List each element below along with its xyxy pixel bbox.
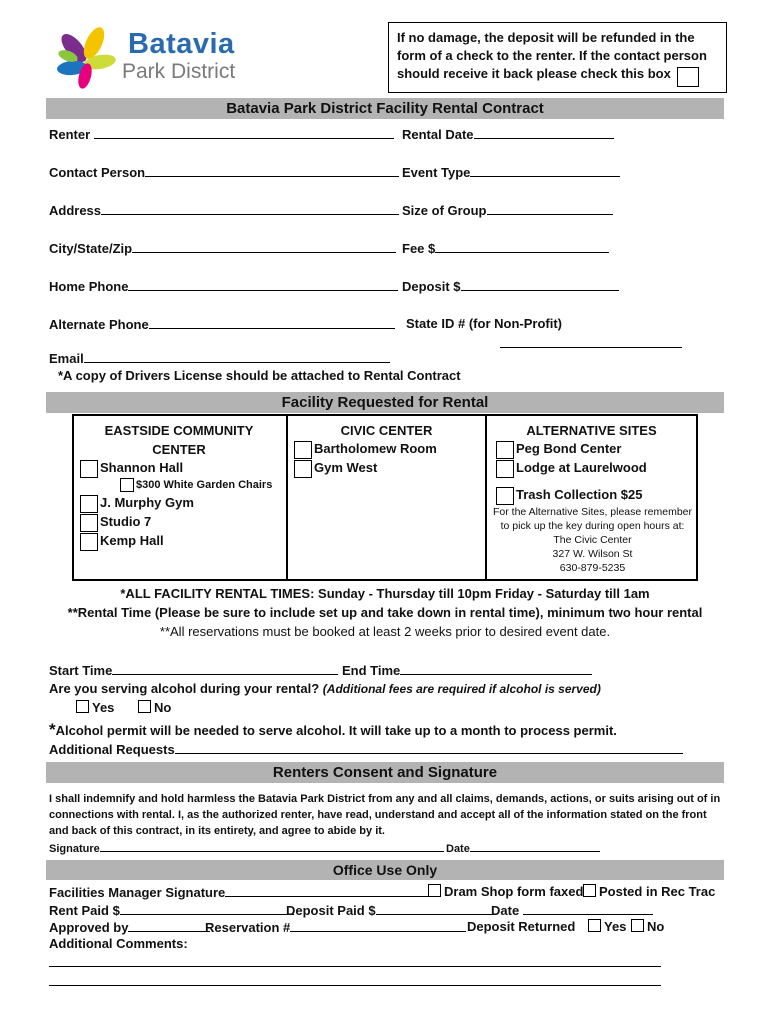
renter-label: Renter [49, 127, 91, 142]
alcohol-no-option[interactable] [138, 700, 171, 715]
alt-phone: 630-879-5235 [559, 562, 626, 574]
reservation-label: Reservation # [205, 920, 291, 935]
rental-times-line-2: **Rental Time (Please be sure to include set up and take down in rental time), minimum two hour rental [67, 605, 703, 620]
gym-west-option[interactable] [294, 459, 377, 477]
approved-by-label: Approved by [49, 920, 129, 935]
rent-paid-label: Rent Paid $ [49, 903, 120, 918]
additional-requests-label: Additional Requests [49, 742, 175, 757]
garden-chairs-option[interactable] [120, 476, 272, 494]
home-phone-field[interactable] [49, 278, 398, 294]
end-time-field[interactable] [342, 662, 592, 678]
consent-text-3: and back of this contract, in its entirety, and agree to abide by it. [49, 825, 385, 837]
comments-label: Additional Comments: [49, 936, 188, 951]
civic-heading: CIVIC CENTER [340, 423, 433, 438]
deposit-paid-label: Deposit Paid $ [286, 903, 376, 918]
end-time-label: End Time [342, 663, 401, 678]
garden-chairs-label: $300 White Garden Chairs [136, 479, 273, 491]
fm-signature-label: Facilities Manager Signature [49, 885, 226, 900]
murphy-gym-label: J. Murphy Gym [100, 495, 194, 510]
logo [52, 24, 262, 94]
fee-label: Fee $ [402, 241, 436, 256]
event-type-field[interactable] [402, 164, 620, 180]
kemp-hall-label: Kemp Hall [100, 533, 164, 548]
trash-option[interactable] [496, 486, 642, 504]
studio7-label: Studio 7 [100, 514, 152, 529]
deposit-returned-no[interactable] [631, 919, 664, 934]
license-note: *A copy of Drivers License should be attached to Rental Contract [58, 368, 461, 383]
office-date-label: Date [491, 903, 520, 918]
rental-times-line-1: *ALL FACILITY RENTAL TIMES: Sunday - Thursday till 10pm Friday - Saturday till 1am [120, 586, 650, 601]
deposit-returned-no-label: No [647, 919, 665, 934]
email-label: Email [49, 351, 84, 366]
rental-date-label: Rental Date [402, 127, 474, 142]
deposit-returned-yes-label: Yes [604, 919, 627, 934]
alternate-phone-label: Alternate Phone [49, 317, 149, 332]
alcohol-no-label: No [154, 700, 172, 715]
deposit-notice-text: If no damage, the deposit will be refunded in the form of a check to the renter. If the contact person should receive it back please check this box [397, 30, 707, 81]
peg-bond-label: Peg Bond Center [516, 441, 622, 456]
shannon-hall-label: Shannon Hall [100, 460, 184, 475]
alcohol-fee-note: (Additional fees are required if alcohol is served) [322, 682, 601, 696]
size-of-group-label: Size of Group [402, 203, 487, 218]
alcohol-permit-note: *Alcohol permit will be needed to serve alcohol. It will take up to a month to process permit. [49, 720, 617, 739]
consent-date-field[interactable] [446, 841, 600, 855]
contract-title: Batavia Park District Facility Rental Contract [46, 98, 724, 119]
kemp-hall-option[interactable] [80, 532, 164, 550]
fee-field[interactable] [402, 240, 609, 256]
alternative-heading: ALTERNATIVE SITES [526, 423, 657, 438]
state-id-label: State ID # (for Non-Profit) [406, 316, 562, 331]
alcohol-yes-option[interactable] [76, 700, 114, 715]
alt-note-1: For the Alternative Sites, please remember [492, 506, 692, 518]
consent-text-2: connections with rental. I, as the authorized renter, have read, understand and accept all of the information stated on the front [49, 809, 707, 821]
city-state-zip-label: City/State/Zip [49, 241, 133, 256]
lodge-option[interactable] [496, 459, 647, 477]
posted-rectrac-label: Posted in Rec Trac [599, 884, 716, 899]
trash-label: Trash Collection $25 [516, 487, 643, 502]
signature-label: Signature [49, 843, 100, 855]
address-label: Address [49, 203, 102, 218]
office-heading: Office Use Only [46, 860, 724, 880]
approved-by-field[interactable] [49, 919, 210, 935]
consent-heading: Renters Consent and Signature [46, 762, 724, 783]
start-time-label: Start Time [49, 663, 113, 678]
address-field[interactable] [49, 202, 399, 218]
gym-west-label: Gym West [314, 460, 378, 475]
consent-text-1: I shall indemnify and hold harmless the Batavia Park District from any and all claims, demands, actions, or suits arising out of in [49, 793, 721, 805]
rental-times-line-3: **All reservations must be booked at least 2 weeks prior to desired event date. [159, 624, 611, 639]
state-id-input-line[interactable] [500, 347, 682, 348]
reservation-field[interactable] [205, 919, 466, 935]
contact-person-label: Contact Person [49, 165, 146, 180]
email-field[interactable] [49, 350, 390, 366]
shannon-hall-option[interactable] [80, 459, 183, 477]
bartholomew-label: Bartholomew Room [314, 441, 437, 456]
alternate-phone-field[interactable] [49, 316, 395, 332]
murphy-gym-option[interactable] [80, 494, 194, 512]
logo-name: Batavia [128, 28, 235, 60]
logo-subtitle: Park District [122, 60, 236, 83]
alcohol-yes-label: Yes [92, 700, 115, 715]
rental-date-field[interactable] [402, 126, 614, 142]
alt-address-1: The Civic Center [553, 534, 632, 546]
contact-person-field[interactable] [49, 164, 399, 180]
city-state-zip-field[interactable] [49, 240, 396, 256]
alt-note-2: to pick up the key during open hours at: [500, 520, 685, 532]
eastside-heading-2: CENTER [152, 442, 206, 457]
consent-date-label: Date [446, 843, 470, 855]
facility-heading: Facility Requested for Rental [46, 392, 724, 413]
deposit-field[interactable] [402, 278, 619, 294]
comments-line-1[interactable] [49, 966, 661, 967]
additional-requests-field[interactable] [49, 741, 683, 757]
peg-bond-option[interactable] [496, 440, 621, 458]
home-phone-label: Home Phone [49, 279, 129, 294]
signature-field[interactable] [49, 841, 444, 855]
start-time-field[interactable] [49, 662, 338, 678]
studio7-option[interactable] [80, 513, 151, 531]
lodge-label: Lodge at Laurelwood [516, 460, 647, 475]
deposit-label: Deposit $ [402, 279, 461, 294]
deposit-paid-field[interactable] [286, 902, 496, 918]
office-date-field[interactable] [491, 902, 653, 918]
dram-shop-label: Dram Shop form faxed [444, 884, 584, 899]
alt-address-2: 327 W. Wilson St [552, 548, 633, 560]
bartholomew-option[interactable] [294, 440, 437, 458]
size-of-group-field[interactable] [402, 202, 613, 218]
deposit-returned-label: Deposit Returned [467, 919, 576, 934]
leaf-logo-icon [52, 24, 124, 90]
fm-signature-field[interactable] [49, 884, 431, 900]
deposit-return-checkbox[interactable] [677, 67, 699, 87]
deposit-returned-yes[interactable] [588, 919, 626, 934]
dram-shop-option[interactable] [428, 884, 583, 899]
event-type-label: Event Type [402, 165, 471, 180]
renter-field[interactable] [49, 126, 394, 142]
eastside-heading-1: EASTSIDE COMMUNITY [104, 423, 254, 438]
alcohol-question: Are you serving alcohol during your rental? [49, 681, 320, 696]
posted-rectrac-option[interactable] [583, 884, 715, 899]
rent-paid-field[interactable] [49, 902, 294, 918]
comments-line-2[interactable] [49, 985, 661, 986]
